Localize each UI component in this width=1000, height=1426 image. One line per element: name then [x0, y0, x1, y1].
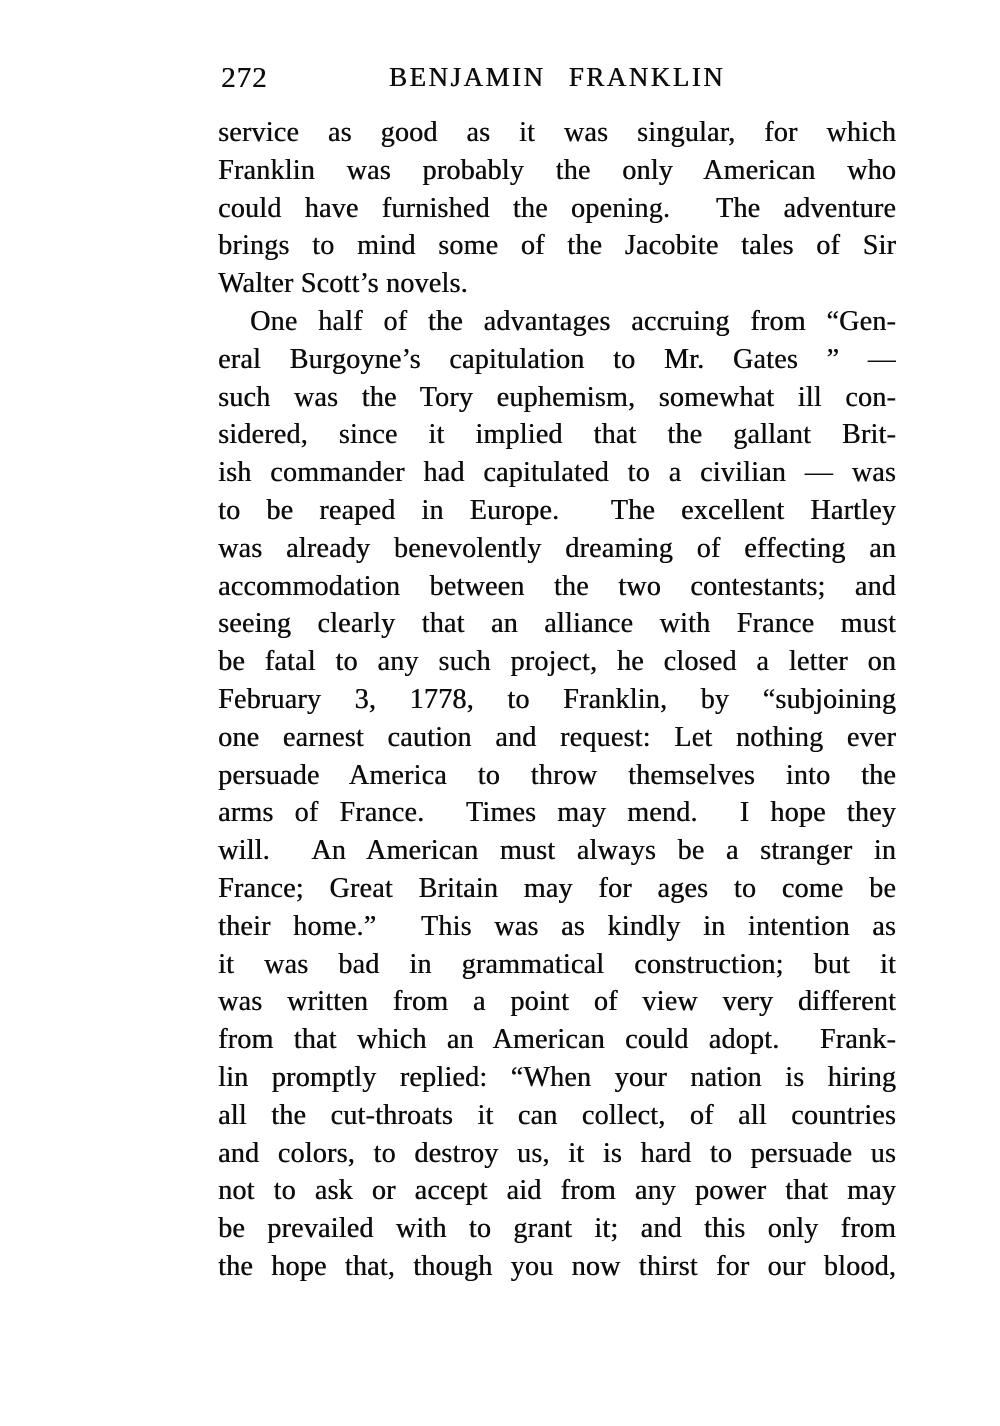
text-line: One half of the advantages accruing from “Gen- — [250, 305, 896, 337]
running-header: BENJAMIN FRANKLIN — [388, 62, 726, 92]
text-line: service as good as it was singular, for which — [218, 117, 896, 148]
text-line: not to ask or accept aid from any power that may — [218, 1175, 896, 1207]
text-line: Franklin was probably the only American who — [218, 154, 896, 186]
text-line: eral Burgoyne’s capitulation to Mr. Gates ” — — [218, 343, 896, 375]
text-line: Walter Scott’s novels. — [218, 268, 468, 300]
text-line: be fatal to any such project, he closed a letter on — [218, 646, 896, 678]
text-line: persuade America to throw themselves into the — [218, 759, 896, 791]
text-line: lin promptly replied: “When your nation is hiring — [218, 1061, 896, 1093]
text-line: one earnest caution and request: Let nothing ever — [218, 721, 896, 753]
text-line: ish commander had capitulated to a civilian — was — [218, 457, 896, 489]
text-line: February 3, 1778, to Franklin, by “subjoining — [218, 683, 896, 715]
text-line: brings to mind some of the Jacobite tales of Sir — [218, 230, 896, 262]
text-line: was written from a point of view very different — [218, 986, 896, 1018]
text-block — [218, 114, 896, 1286]
text-line: seeing clearly that an alliance with France must — [218, 608, 896, 640]
text-line: France; Great Britain may for ages to come be — [218, 872, 896, 904]
text-line: will. An American must always be a stranger in — [218, 835, 896, 867]
text-line: all the cut-throats it can collect, of all countries — [218, 1099, 896, 1131]
text-line: such was the Tory euphemism, somewhat ill con- — [218, 381, 896, 413]
text-line: sidered, since it implied that the gallant Brit- — [218, 419, 896, 451]
text-line: was already benevolently dreaming of effecting an — [218, 532, 896, 564]
text-line: to be reaped in Europe. The excellent Hartley — [218, 494, 896, 526]
text-line: their home.” This was as kindly in intention as — [218, 910, 896, 942]
text-line: and colors, to destroy us, it is hard to persuade us — [218, 1137, 896, 1169]
text-line: accommodation between the two contestants; and — [218, 570, 896, 602]
text-line: could have furnished the opening. The adventure — [218, 192, 896, 224]
page-number: 272 — [221, 62, 268, 94]
text-line: the hope that, though you now thirst for our blood, — [218, 1250, 896, 1282]
text-line: be prevailed with to grant it; and this only from — [218, 1213, 896, 1245]
text-line: arms of France. Times may mend. I hope they — [218, 797, 896, 829]
text-line: from that which an American could adopt. Frank- — [218, 1024, 896, 1056]
text-line: it was bad in grammatical construction; but it — [218, 948, 896, 980]
